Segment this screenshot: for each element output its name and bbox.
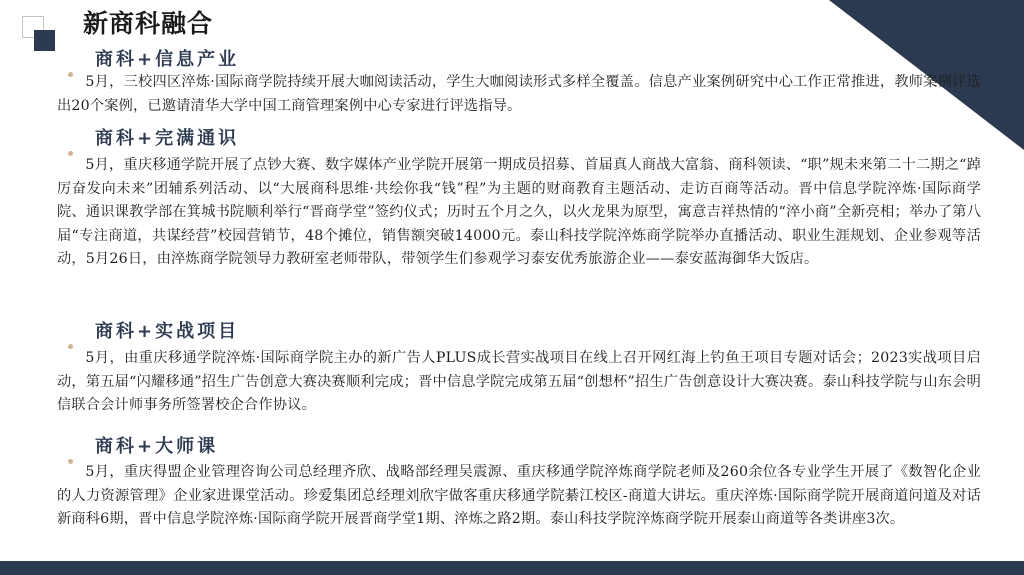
section-heading-general-education: 商科+完满通识 — [95, 128, 240, 149]
section-heading-practical-projects: 商科+实战项目 — [95, 321, 240, 342]
section-body-general-education: 5月，重庆移通学院开展了点钞大赛、数字媒体产业学院开展第一期成员招募、首届真人商战大富翁、商科领读、“职”规未来第二十二期之“踔厉奋发向未来”团辅系列活动、以“大展商科思维·共绘你我“钱”程”为主题的财商教育主题活动、走访百商等活动。晋中信息学院淬炼·国际商学院、通识课教学部在箕城书院顺利举行“晋商学堂”签约仪式；历时五个月之久，以火龙果为原型，寓意吉祥热情的“淬小商”全新亮相；举办了第八届“专注商道，共谋经营”校园营销节，48个摊位，销售额突破14000元。泰山科技学院淬炼商学院举办直播活动、职业生涯规划、企业参观等活动，5月26日，由淬炼商学院领导力教研室老师带队，带领学生们参观学习泰安优秀旅游企业——泰安蓝海御华大饭店。 — [57, 157, 981, 267]
section-body-practical-projects: 5月，由重庆移通学院淬炼·国际商学院主办的新广告人PLUS成长营实战项目在线上召开网红海上钓鱼王项目专题对话会；2023实战项目启动，第五届“闪耀移通”招生广告创意大赛决赛顺利完成；晋中信息学院完成第五届“创想杯”招生广告创意设计大赛决赛。泰山科技学院与山东会明信联合会计师事务所签署校企合作协议。 — [57, 350, 981, 413]
section-heading-master-class: 商科+大师课 — [95, 436, 219, 457]
logo-filled-square — [34, 30, 55, 51]
section-heading-info-industry: 商科+信息产业 — [95, 49, 240, 70]
page-title: 新商科融合 — [83, 9, 214, 38]
footer-bar — [0, 561, 1024, 575]
section-body-master-class: 5月，重庆得盟企业管理咨询公司总经理齐欣、战略部经理吴震源、重庆移通学院淬炼商学院老师及260余位各专业学生开展了《数智化企业的人力资源管理》企业家进课堂活动。珍爱集团总经理刘欣宇做客重庆移通学院綦江校区-商道大讲坛。重庆淬炼·国际商学院开展商道问道及对话新商科6期，晋中信息学院淬炼·国际商学院开展晋商学堂1期、淬炼之路2期。泰山科技学院淬炼商学院开展泰山商道等各类讲座3次。 — [57, 464, 981, 527]
section-body-info-industry: 5月，三校四区淬炼·国际商学院持续开展大咖阅读活动，学生大咖阅读形式多样全覆盖。信息产业案例研究中心工作正常推进，教师案例评选出20个案例，已邀请清华大学中国工商管理案例中心专家进行评选指导。 — [57, 74, 981, 114]
